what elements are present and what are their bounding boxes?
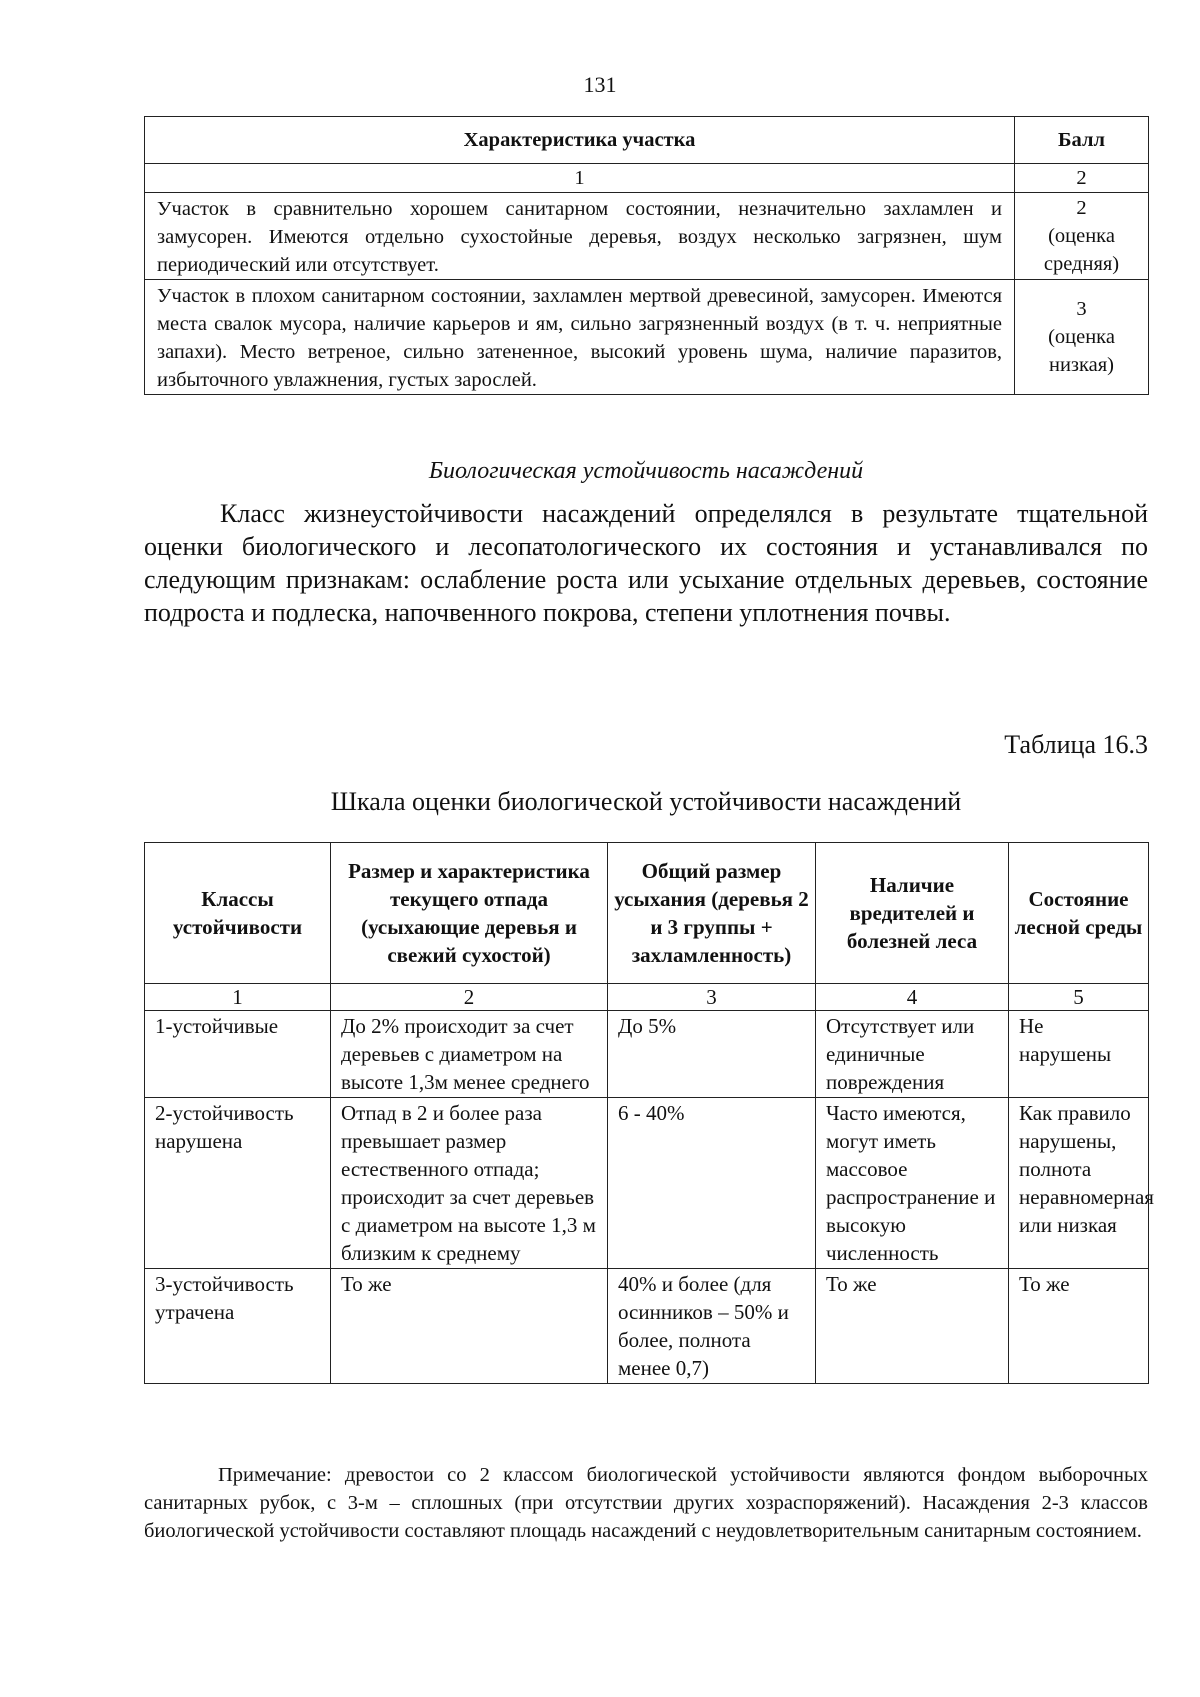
current-dieback-cell: До 2% происходит за счет деревьев с диаметром на высоте 1,3м менее среднего: [331, 1011, 608, 1098]
biological-stability-table: [144, 842, 1154, 1384]
score-label: (оценка: [1048, 225, 1115, 247]
table-row: [145, 280, 1149, 395]
current-dieback-cell: То же: [331, 1269, 608, 1384]
header-total-dieback: Общий размер усыхания (деревья 2 и 3 группы + захламленность): [608, 843, 816, 984]
page-number: 131: [583, 72, 617, 97]
header-forest-environment: Состояние лесной среды: [1009, 843, 1149, 984]
stability-class-cell: 1-устойчивые: [145, 1011, 331, 1098]
table-number: Таблица 16.3: [1004, 730, 1148, 759]
score-value: 2: [1076, 197, 1087, 219]
header-stability-class: Классы устойчивости: [145, 843, 331, 984]
score-value: 3: [1076, 298, 1087, 320]
environment-cell: То же: [1009, 1269, 1149, 1384]
site-description: Участок в сравнительно хорошем санитарном состоянии, незначительно захламлен и замусорен. Имеются отдельно сухостойные деревья, воздух несколько загрязнен, шум периодический или отсутствует.: [145, 193, 1015, 280]
body-paragraph: Класс жизнеустойчивости насаждений определялся в результате тщательной оценки биологического и лесопатологического их состояния и устанавливался по следующим признакам: ослабление роста или усыхание отдельных деревьев, состояние подроста и подлеска, напочвенного покрова, степени уплотнения почвы.: [144, 499, 1148, 627]
column-number: 1: [145, 984, 331, 1011]
table-header-row: [145, 117, 1149, 164]
column-number: 2: [331, 984, 608, 1011]
column-number: 5: [1009, 984, 1149, 1011]
environment-cell: Не нарушены: [1009, 1011, 1149, 1098]
column-number: 3: [608, 984, 816, 1011]
header-pests-diseases: Наличие вредителей и болезней леса: [816, 843, 1009, 984]
score-cell: [1015, 193, 1149, 280]
pests-cell: Отсутствует или единичные повреждения: [816, 1011, 1009, 1098]
site-description: Участок в плохом санитарном состоянии, захламлен мертвой древесиной, замусорен. Имеются места свалок мусора, наличие карьеров и ям, сильно загрязненный воздух (в т. ч. неприятные запахи). Место ветреное, сильно затененное, высокий уровень шума, наличие паразитов, избыточного увлажнения, густых зарослей.: [145, 280, 1015, 395]
column-number: 4: [816, 984, 1009, 1011]
score-label: низкая): [1048, 354, 1115, 376]
header-current-dieback: Размер и характеристика текущего отпада (усыхающие деревья и свежий сухостой): [331, 843, 608, 984]
table-row: [145, 193, 1149, 280]
pests-cell: Часто имеются, могут иметь массовое распространение и высокую численность: [816, 1098, 1009, 1269]
header-score: Балл: [1015, 117, 1149, 164]
column-number-row: [145, 164, 1149, 193]
pests-cell: То же: [816, 1269, 1009, 1384]
header-site-characteristic: Характеристика участка: [145, 117, 1015, 164]
score-label: (оценка: [1048, 326, 1115, 348]
environment-cell: Как правило нарушены, полнота неравномерная или низкая: [1009, 1098, 1149, 1269]
score-label: средняя): [1043, 253, 1120, 275]
table-header-row: [145, 843, 1149, 984]
table-row: [145, 1269, 1149, 1384]
section-heading: Биологическая устойчивость насаждений: [428, 458, 864, 484]
stability-class-cell: 3-устойчивость утрачена: [145, 1269, 331, 1384]
column-number: 2: [1015, 164, 1149, 193]
total-dieback-cell: 40% и более (для осинников – 50% и более, полнота менее 0,7): [608, 1269, 816, 1384]
column-number-row: [145, 984, 1149, 1011]
total-dieback-cell: 6 - 40%: [608, 1098, 816, 1269]
score-cell: [1015, 280, 1149, 395]
current-dieback-cell: Отпад в 2 и более раза превышает размер естественного отпада; происходит за счет деревьев с диаметром на высоте 1,3 м близким к среднему: [331, 1098, 608, 1269]
table-title: Шкала оценки биологической устойчивости насаждений: [330, 787, 962, 816]
column-number: 1: [145, 164, 1015, 193]
stability-class-cell: 2-устойчивость нарушена: [145, 1098, 331, 1269]
table-row: [145, 1011, 1149, 1098]
total-dieback-cell: До 5%: [608, 1011, 816, 1098]
table-row: [145, 1098, 1149, 1269]
site-characteristics-table: [144, 116, 1149, 395]
footnote: Примечание: древостои со 2 классом биологической устойчивости являются фондом выборочных санитарных рубок, с 3-м – сплошных (при отсутствии других хозраспоряжений). Насаждения 2-3 классов биологической устойчивости составляют площадь насаждений с неудовлетворительным санитарным состоянием.: [144, 1464, 1148, 1542]
